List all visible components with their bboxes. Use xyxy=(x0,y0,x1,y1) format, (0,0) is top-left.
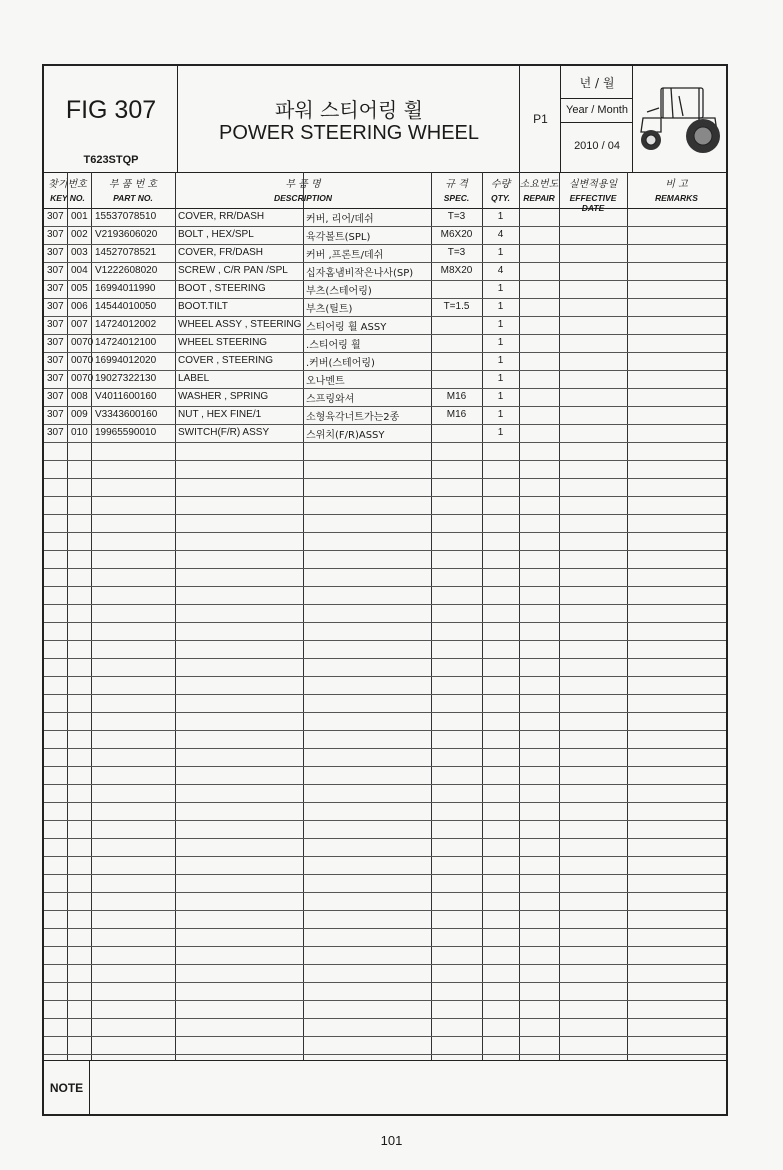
parts-table xyxy=(44,208,726,1060)
key-number: 002 xyxy=(71,229,88,240)
header-key: 찾기번호 KEY NO. xyxy=(48,179,87,203)
key-number: 001 xyxy=(71,211,88,222)
header-description: 부 품 명 DESCRIPTION xyxy=(273,179,333,203)
key-number: 007 xyxy=(71,319,88,330)
spec: T=1.5 xyxy=(443,301,470,312)
part-number: V2193606020 xyxy=(95,229,158,240)
page-cell xyxy=(520,66,561,172)
description-korean: 스티어링 휠 ASSY xyxy=(306,322,387,333)
table-row xyxy=(44,424,726,442)
row-rule xyxy=(44,766,726,767)
fig-number: 307 xyxy=(47,409,64,420)
key-number: 010 xyxy=(71,427,88,438)
quantity: 1 xyxy=(497,391,504,402)
note-area xyxy=(44,1060,726,1115)
header-remarks: 비 고 REMARKS xyxy=(655,179,698,203)
row-rule xyxy=(44,874,726,875)
title-english: POWER STEERING WHEEL xyxy=(218,122,480,144)
fig-number: 307 xyxy=(47,247,64,258)
divider xyxy=(561,122,633,123)
description-korean: 스위치(F/R)ASSY xyxy=(306,430,385,441)
description-korean: 소형육각너트가는2종 xyxy=(306,412,400,423)
part-number: V4011600160 xyxy=(95,391,157,402)
part-number: 14544010050 xyxy=(95,301,157,312)
quantity: 1 xyxy=(497,301,504,312)
table-row xyxy=(44,208,726,226)
title-korean: 파워 스티어링 휠 xyxy=(275,98,423,122)
row-rule xyxy=(44,568,726,569)
header-qty: 수량 QTY. xyxy=(490,179,511,203)
description-english: COVER, FR/DASH xyxy=(178,247,264,258)
part-number: 15537078510 xyxy=(95,211,157,222)
row-rule xyxy=(44,676,726,677)
fig-number: 307 xyxy=(47,319,64,330)
description-english: COVER , STEERING xyxy=(178,355,274,366)
quantity: 4 xyxy=(497,265,504,276)
sheet-header xyxy=(44,66,726,173)
row-rule xyxy=(44,442,726,443)
row-rule xyxy=(44,856,726,857)
description-english: BOOT , STEERING xyxy=(178,283,266,294)
header-effective-date: 실변적용일 EFFECTIVE DATE xyxy=(568,179,618,213)
part-number: 14724012100 xyxy=(95,337,157,348)
description-english: WASHER , SPRING xyxy=(178,391,269,402)
quantity: 1 xyxy=(497,409,504,420)
table-row xyxy=(44,298,726,316)
key-number: 005 xyxy=(71,283,88,294)
quantity: 1 xyxy=(497,247,504,258)
key-number: 004 xyxy=(71,265,88,276)
key-number: 0070 xyxy=(71,355,94,366)
description-korean: 스프링와셔 xyxy=(306,394,355,405)
year-month-korean: 년 / 월 xyxy=(579,76,615,90)
row-rule xyxy=(44,712,726,713)
part-number: 19027322130 xyxy=(95,373,157,384)
spec: T=3 xyxy=(447,247,466,258)
fig-number: 307 xyxy=(47,301,64,312)
header-spec: 규 격 SPEC. xyxy=(443,179,470,203)
year-month-cell xyxy=(561,66,633,172)
divider xyxy=(561,98,633,99)
key-number: 009 xyxy=(71,409,88,420)
row-rule xyxy=(44,496,726,497)
quantity: 1 xyxy=(497,211,504,222)
table-row xyxy=(44,406,726,424)
note-label: NOTE xyxy=(44,1061,90,1115)
quantity: 1 xyxy=(497,355,504,366)
table-row xyxy=(44,370,726,388)
column-headers xyxy=(44,172,726,213)
row-rule xyxy=(44,838,726,839)
row-rule xyxy=(44,730,726,731)
spec: M8X20 xyxy=(440,265,473,276)
row-rule xyxy=(44,532,726,533)
table-row xyxy=(44,388,726,406)
table-row xyxy=(44,244,726,262)
spec: M16 xyxy=(446,409,467,420)
quantity: 1 xyxy=(497,319,504,330)
key-number: 003 xyxy=(71,247,88,258)
description-korean: 부츠(스테어링) xyxy=(306,286,372,297)
row-rule xyxy=(44,910,726,911)
quantity: 1 xyxy=(497,337,504,348)
year-month-english: Year / Month xyxy=(566,104,628,116)
table-row xyxy=(44,262,726,280)
title-cell xyxy=(178,66,520,172)
row-rule xyxy=(44,640,726,641)
spec: M16 xyxy=(446,391,467,402)
row-rule xyxy=(44,964,726,965)
part-number: V1222608020 xyxy=(95,265,158,276)
description-english: WHEEL ASSY , STEERING xyxy=(178,319,302,330)
table-row xyxy=(44,334,726,352)
row-rule xyxy=(44,802,726,803)
row-rule xyxy=(44,1036,726,1037)
part-number: 19965590010 xyxy=(95,427,157,438)
row-rule xyxy=(44,478,726,479)
description-english: WHEEL STEERING xyxy=(178,337,268,348)
row-rule xyxy=(44,892,726,893)
spec: T=3 xyxy=(447,211,466,222)
part-number: 14724012002 xyxy=(95,319,157,330)
description-korean: .커버(스테어링) xyxy=(306,358,375,369)
model-code: T623STQP xyxy=(83,154,139,166)
row-rule xyxy=(44,784,726,785)
fig-number: 307 xyxy=(47,337,64,348)
figure-number: FIG 307 xyxy=(65,96,157,124)
row-rule xyxy=(44,658,726,659)
page-number: 101 xyxy=(380,1133,403,1148)
row-rule xyxy=(44,946,726,947)
tractor-illustration xyxy=(633,66,726,172)
row-rule xyxy=(44,982,726,983)
description-english: BOOT.TILT xyxy=(178,301,228,312)
header-repair: 소요번도 REPAIR xyxy=(519,179,559,203)
fig-number: 307 xyxy=(47,355,64,366)
description-korean: 십자홈냄비작은나사(SP) xyxy=(306,268,414,279)
row-rule xyxy=(44,1000,726,1001)
description-korean: 커버, 리어/데쉬 xyxy=(306,214,374,225)
row-rule xyxy=(44,928,726,929)
header-part: 부 품 번 호 PART NO. xyxy=(108,179,158,203)
description-korean: 육각볼트(SPL) xyxy=(306,232,371,243)
part-number: V3343600160 xyxy=(95,409,158,420)
description-english: SWITCH(F/R) ASSY xyxy=(178,427,270,438)
row-rule xyxy=(44,748,726,749)
figure-cell xyxy=(44,66,178,172)
part-number: 16994012020 xyxy=(95,355,157,366)
quantity: 1 xyxy=(497,373,504,384)
fig-number: 307 xyxy=(47,211,64,222)
description-korean: 오나멘트 xyxy=(306,376,345,387)
fig-number: 307 xyxy=(47,427,64,438)
fig-number: 307 xyxy=(47,391,64,402)
fig-number: 307 xyxy=(47,265,64,276)
row-rule xyxy=(44,604,726,605)
key-number: 0070 xyxy=(71,337,94,348)
row-rule xyxy=(44,1018,726,1019)
row-rule xyxy=(44,550,726,551)
table-row xyxy=(44,280,726,298)
row-rule xyxy=(44,514,726,515)
quantity: 4 xyxy=(497,229,504,240)
description-korean: 부츠(틸트) xyxy=(306,304,353,315)
row-rule xyxy=(44,820,726,821)
year-month-value: 2010 / 04 xyxy=(574,140,620,152)
description-english: LABEL xyxy=(178,373,210,384)
table-row xyxy=(44,316,726,334)
part-number: 16994011990 xyxy=(95,283,156,294)
row-rule xyxy=(44,694,726,695)
row-rule xyxy=(44,622,726,623)
description-korean: .스티어링 휠 xyxy=(306,340,361,351)
table-row xyxy=(44,352,726,370)
fig-number: 307 xyxy=(47,373,64,384)
row-rule xyxy=(44,586,726,587)
part-number: 14527078521 xyxy=(95,247,157,258)
key-number: 0070 xyxy=(71,373,94,384)
description-english: NUT , HEX FINE/1 xyxy=(178,409,262,420)
fig-number: 307 xyxy=(47,229,64,240)
key-number: 008 xyxy=(71,391,88,402)
description-english: BOLT , HEX/SPL xyxy=(178,229,254,240)
description-korean: 커버 ,프론트/데쉬 xyxy=(306,250,384,261)
table-row xyxy=(44,226,726,244)
description-english: COVER, RR/DASH xyxy=(178,211,265,222)
fig-number: 307 xyxy=(47,283,64,294)
quantity: 1 xyxy=(497,427,504,438)
key-number: 006 xyxy=(71,301,88,312)
description-english: SCREW , C/R PAN /SPL xyxy=(178,265,288,276)
tractor-image-cell xyxy=(633,66,726,172)
parts-sheet xyxy=(42,64,728,1116)
row-rule xyxy=(44,460,726,461)
quantity: 1 xyxy=(497,283,504,294)
row-rule xyxy=(44,1054,726,1055)
spec: M6X20 xyxy=(440,229,473,240)
page-label: P1 xyxy=(533,112,548,126)
